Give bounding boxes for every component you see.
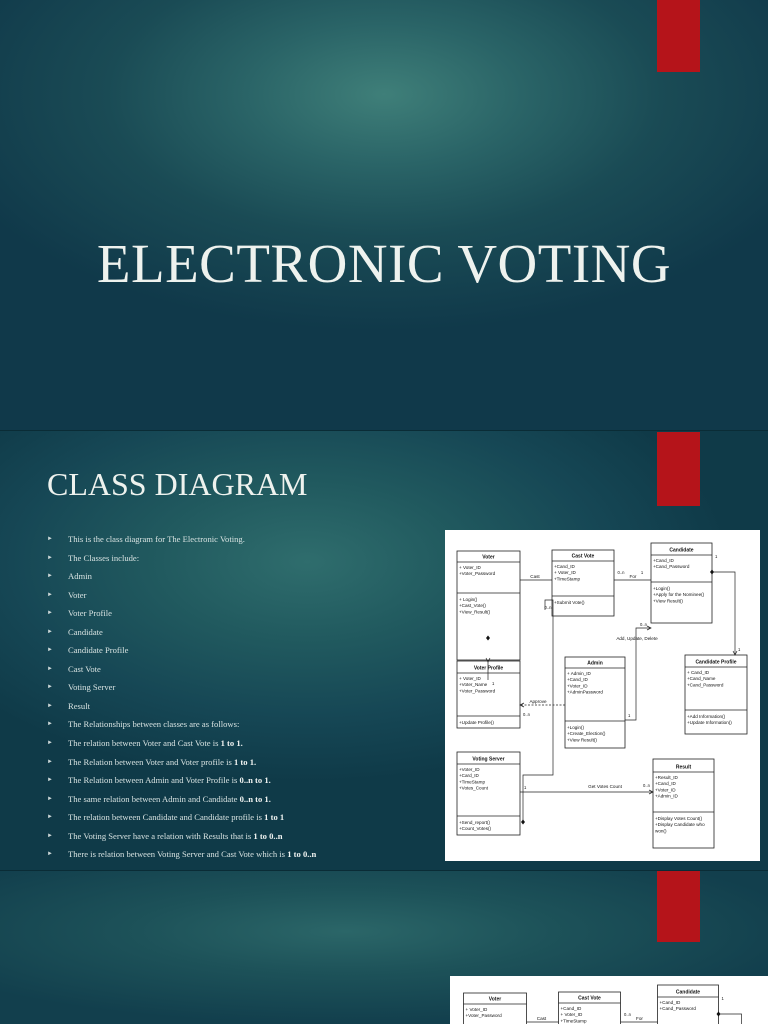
class-attribute: +Voter_Password (459, 571, 496, 577)
class-attribute: +Voter_ID (567, 683, 588, 689)
class-attribute: +AdminPassword (567, 689, 603, 695)
class-method: +Submit Vote() (554, 600, 585, 605)
third-slide (0, 870, 768, 1024)
title-slide (0, 0, 768, 430)
slide-title: CLASS DIAGRAM (47, 466, 308, 502)
class-attribute: + Voter_ID (459, 676, 481, 681)
relation-candidate-candprofile (719, 1014, 742, 1024)
bullet-item (47, 734, 437, 753)
multiplicity-label: 0..n (544, 605, 552, 610)
class-diagram (445, 530, 760, 861)
class-box-votingserver (457, 752, 520, 835)
class-attribute: + Voter_ID (560, 1012, 583, 1018)
slide-divider (0, 430, 768, 431)
class-box-voter (457, 551, 520, 660)
bullet-item (47, 753, 437, 772)
class-method: +Login() (567, 725, 584, 730)
bullet-item (47, 715, 437, 734)
presentation-title: ELECTRONIC VOTING (96, 233, 672, 294)
red-tab-accent (657, 432, 700, 506)
class-name: Cast Vote (578, 995, 601, 1002)
class-name: Candidate (675, 989, 701, 996)
bullet-text: Cast Vote (68, 663, 101, 674)
class-box-candidate (658, 985, 719, 1024)
class-attribute: +Votes_Count (459, 785, 488, 791)
bullet-text: The Relation between Voter and Voter profile is (68, 756, 234, 767)
bullet-item (47, 567, 437, 586)
relation-label: Cast (530, 574, 540, 579)
bullet-bold-text: 1 to 1. (233, 756, 257, 767)
class-attribute: +TimeStamp (554, 576, 580, 582)
class-attribute: +Result_ID (655, 775, 678, 780)
bullet-text: This is the class diagram for The Electronic Voting. (68, 534, 245, 544)
relation-candidate-candprofile (712, 572, 735, 655)
multiplicity-label: 1 (640, 570, 644, 575)
bullet-text: Candidate Profile (68, 645, 129, 656)
class-attribute: +Cand_ID (567, 677, 588, 683)
bullet-bold-text: 1 to 1. (220, 738, 243, 749)
multiplicity-label: 0..n (640, 622, 647, 627)
red-tab-accent (657, 0, 700, 72)
class-box-frame (552, 550, 614, 616)
class-method: +Count_Votes() (459, 826, 492, 832)
bullet-bold-text: 0..n to 1. (239, 775, 271, 786)
multiplicity-label: 1 (628, 713, 631, 718)
bullet-bold-text: 1 to 1 (264, 812, 285, 823)
aggregation-diamond (521, 820, 525, 825)
bullet-text: The Relationships between classes are as follows: (68, 719, 240, 730)
multiplicity-label: 1 (738, 647, 741, 652)
bullet-text: The Relation between Admin and Voter Profile is (68, 775, 240, 786)
class-name: Voter Profile (473, 665, 504, 672)
class-name: Voter (488, 996, 502, 1003)
bullet-item (47, 790, 437, 809)
relation-votingserver-castvote (523, 616, 553, 820)
bullet-text: Voter (68, 589, 87, 600)
bullet-item (47, 660, 437, 679)
class-attribute: +Cand_Password (653, 564, 690, 570)
multiplicity-label: 1 (492, 681, 495, 686)
bullet-text: The same relation between Admin and Candidate (68, 793, 240, 804)
class-method: + Login() (459, 597, 478, 602)
class-name: Candidate Profile (695, 659, 737, 666)
relation-admin-candidate (625, 628, 651, 720)
bullet-bold-text: 1 to 0..n (253, 830, 283, 841)
class-diagram-image (445, 530, 760, 861)
bullet-text: The relation between Voter and Cast Vote is (68, 738, 221, 749)
multiplicity-label: 0..n (523, 712, 530, 717)
class-attribute: +Voter_Name (459, 682, 488, 688)
bullet-item (47, 771, 437, 790)
class-box-castvote (559, 992, 621, 1024)
class-box-admin (565, 657, 625, 748)
class-attribute: +Voter_ID (459, 767, 480, 772)
bullet-item (47, 623, 437, 642)
relation-label: For (629, 574, 637, 579)
class-method: +Display Candidate who (655, 822, 705, 828)
class-box-result (653, 759, 714, 848)
bullet-bold-text: 0..n to 1. (239, 793, 271, 804)
multiplicity-label: 1 (715, 554, 718, 559)
multiplicity-label: 0..n (643, 783, 650, 788)
class-attribute: +Cand_ID (554, 564, 575, 569)
class-name: Result (675, 764, 692, 771)
bullet-text: Candidate (68, 626, 103, 637)
class-method: +View Result() (653, 598, 683, 604)
class-method: +Display Votes Count() (655, 816, 703, 821)
relation-label: Cast (536, 1016, 547, 1021)
class-method: +Update Profile() (459, 720, 494, 725)
class-attribute: +Admin_ID (655, 793, 678, 799)
class-name: Voting Server (472, 756, 505, 763)
class-box-candprofile (685, 655, 747, 734)
relation-label: Get Votes Count (588, 784, 622, 789)
class-attribute: +Voter_Password (465, 1013, 502, 1019)
class-attribute: +Voter_Password (459, 688, 496, 694)
bullet-text: Voter Profile (68, 608, 112, 619)
class-attribute: +Cand_Password (659, 1006, 696, 1012)
class-attribute: +Voter_ID (655, 787, 676, 793)
class-box-castvote (552, 550, 614, 616)
class-attribute: +TimeStamp (560, 1018, 587, 1024)
class-name: Admin (587, 660, 603, 667)
relation-label: Approve (529, 699, 547, 704)
class-name: Cast Vote (571, 553, 595, 560)
bullet-text: There is relation between Voting Server and Cast Vote which is (68, 849, 288, 860)
class-method: +Cast_Vote() (459, 603, 486, 609)
bullet-item (47, 549, 437, 568)
class-attribute: +Cand_ID (560, 1006, 582, 1011)
bullet-item (47, 845, 437, 864)
bullet-bold-text: 1 to 0..n (287, 849, 317, 860)
class-box-voter (464, 993, 527, 1024)
slide-divider (0, 870, 768, 871)
class-attribute: +TimeStamp (459, 779, 485, 785)
class-method: +Create_Election() (567, 731, 606, 737)
class-diagram-partial (450, 976, 768, 1024)
bullet-item (47, 586, 437, 605)
bullet-item (47, 697, 437, 716)
class-method: +Update Information() (687, 720, 732, 726)
class-method: +Login() (653, 586, 670, 591)
bullet-text: Admin (68, 571, 92, 582)
bullet-item (47, 678, 437, 697)
bullet-text: Result (68, 700, 90, 711)
class-attribute: +Cand_ID (653, 558, 674, 563)
multiplicity-label: 0..n (617, 570, 625, 575)
class-name: Voter (482, 554, 495, 561)
relation-label: For (636, 1016, 643, 1021)
class-method: +Send_report() (459, 820, 491, 825)
class-attribute: + Voter_ID (554, 570, 576, 576)
multiplicity-label: 1 (524, 785, 527, 790)
bullet-item (47, 808, 437, 827)
bullet-text: The Voting Server have a relation with Results that is (68, 830, 254, 841)
bullet-text: Voting Server (68, 682, 116, 693)
bullet-text: The relation between Candidate and Candidate profile is (68, 812, 265, 823)
class-attribute: +Card_ID (459, 773, 479, 779)
class-diagram-slide (0, 430, 768, 870)
class-attribute: +Cand_Name (687, 676, 716, 682)
class-method: +Apply for the Nominee() (653, 592, 705, 598)
class-attribute: + Voter_ID (459, 565, 481, 570)
bullet-text: The Classes include: (68, 552, 140, 563)
multiplicity-label: 1 (721, 996, 724, 1001)
class-diagram-image-partial (450, 976, 768, 1024)
class-attribute: + Voter_ID (465, 1007, 488, 1012)
red-tab-accent (657, 870, 700, 942)
bullet-item (47, 827, 437, 846)
class-attribute: +Cand_ID (659, 1000, 681, 1005)
bullet-item (47, 604, 437, 623)
bullet-item (47, 530, 437, 549)
multiplicity-label: 0..n (624, 1012, 631, 1017)
class-attribute: +Cand_Password (687, 682, 724, 688)
class-method: +Add Information() (687, 714, 726, 719)
class-name: Candidate (669, 547, 694, 554)
class-method: +View_Result() (459, 609, 491, 615)
class-method: won() (655, 828, 667, 834)
bullet-item (47, 641, 437, 660)
class-method: +View Result() (567, 737, 597, 743)
class-box-voterprofile (457, 661, 520, 728)
bullet-list (47, 530, 437, 864)
class-attribute: + Cand_ID (687, 670, 710, 675)
relation-label: Add, Update, Delete (616, 636, 658, 641)
class-box-candidate (651, 543, 712, 623)
class-attribute: + Admin_ID (567, 671, 591, 676)
class-attribute: +Cand_ID (655, 781, 676, 787)
